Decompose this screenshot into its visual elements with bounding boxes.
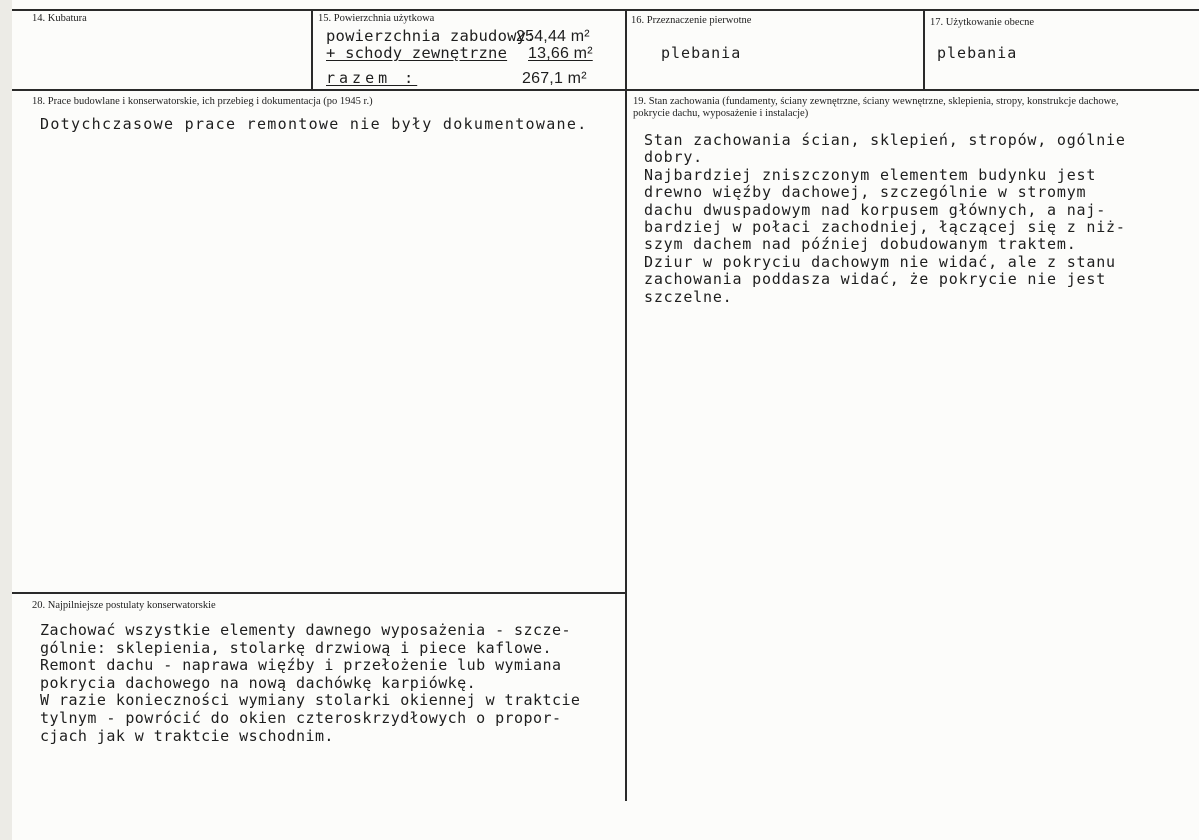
- stan-label-line1: 19. Stan zachowania (fundamenty, ściany zewnętrzne, ściany wewnętrzne, sklepienia, stropy, konstrukcje dachowe,: [633, 96, 1119, 107]
- postulaty-text: [40, 622, 580, 745]
- stan-label-line2: pokrycie dachu, wyposażenie i instalacje): [633, 108, 809, 119]
- stan-text: [644, 132, 1126, 306]
- postulaty-line: Remont dachu - naprawa więźby i przełożenie lub wymiana: [40, 656, 562, 675]
- przeznaczenie-label: 16. Przeznaczenie pierwotne: [631, 15, 752, 26]
- area-total-label: razem :: [326, 69, 418, 87]
- divider-14-15: [311, 9, 313, 90]
- postulaty-line: Zachować wszystkie elementy dawnego wyposażenia - szcze-: [40, 621, 571, 639]
- row1-bottom-border: [12, 89, 1199, 91]
- kubatura-label: 14. Kubatura: [32, 13, 87, 24]
- stan-line: Dziur w pokryciu dachowym nie widać, ale z stanu: [644, 252, 1116, 271]
- postulaty-line: tylnym - powrócić do okien czteroskrzydłowych o propor-: [40, 708, 562, 727]
- postulaty-line: pokrycia dachowego na nową dachówkę karpiówkę.: [40, 673, 477, 692]
- stan-line: dobry.: [644, 148, 703, 167]
- postulaty-label: 20. Najpilniejsze postulaty konserwatorskie: [32, 600, 216, 611]
- stan-line: zachowania poddasza widać, że pokrycie nie jest: [644, 270, 1107, 289]
- postulaty-line: gólnie: sklepienia, stolarkę drzwiową i piece kaflowe.: [40, 638, 552, 657]
- postulaty-line: cjach jak w traktcie wschodnim.: [40, 726, 334, 745]
- top-border: [12, 9, 1199, 11]
- prace-label: 18. Prace budowlane i konserwatorskie, ich przebieg i dokumentacja (po 1945 r.): [32, 96, 373, 107]
- stan-line: szczelne.: [644, 287, 733, 306]
- row2-split-border: [12, 592, 626, 594]
- divider-16-17: [923, 9, 925, 90]
- stan-line: drewno więźby dachowej, szczególnie w stromym: [644, 183, 1087, 202]
- stan-line: dachu dwuspadowym nad korpusem głównych, a naj-: [644, 200, 1107, 219]
- stan-line: bardziej w połaci zachodniej, łączącej się z niż-: [644, 218, 1126, 237]
- stan-line: Najbardziej zniszczonym elementem budynku jest: [644, 165, 1097, 184]
- prace-text: Dotychczasowe prace remontowe nie były dokumentowane.: [40, 115, 588, 133]
- divider-15-16: [625, 9, 627, 801]
- stan-line: Stan zachowania ścian, sklepień, stropów, ogólnie: [644, 131, 1126, 149]
- area-row2-label: + schody zewnętrzne: [326, 44, 508, 62]
- uzytkowanie-label: 17. Użytkowanie obecne: [930, 17, 1035, 28]
- stan-line: szym dachem nad później dobudowanym traktem.: [644, 235, 1077, 254]
- area-total-value: 267,1 m²: [522, 70, 587, 87]
- powierzchnia-label: 15. Powierzchnia użytkowa: [318, 13, 435, 24]
- postulaty-line: W razie konieczności wymiany stolarki okiennej w traktcie: [40, 691, 581, 710]
- area-row2-value: 13,66 m²: [528, 45, 593, 62]
- uzytkowanie-value: plebania: [937, 44, 1018, 62]
- area-row1-label: powierzchnia zabudowy:: [326, 27, 536, 45]
- przeznaczenie-value: plebania: [661, 44, 742, 62]
- area-row1-value: 254,44 m²: [516, 28, 590, 45]
